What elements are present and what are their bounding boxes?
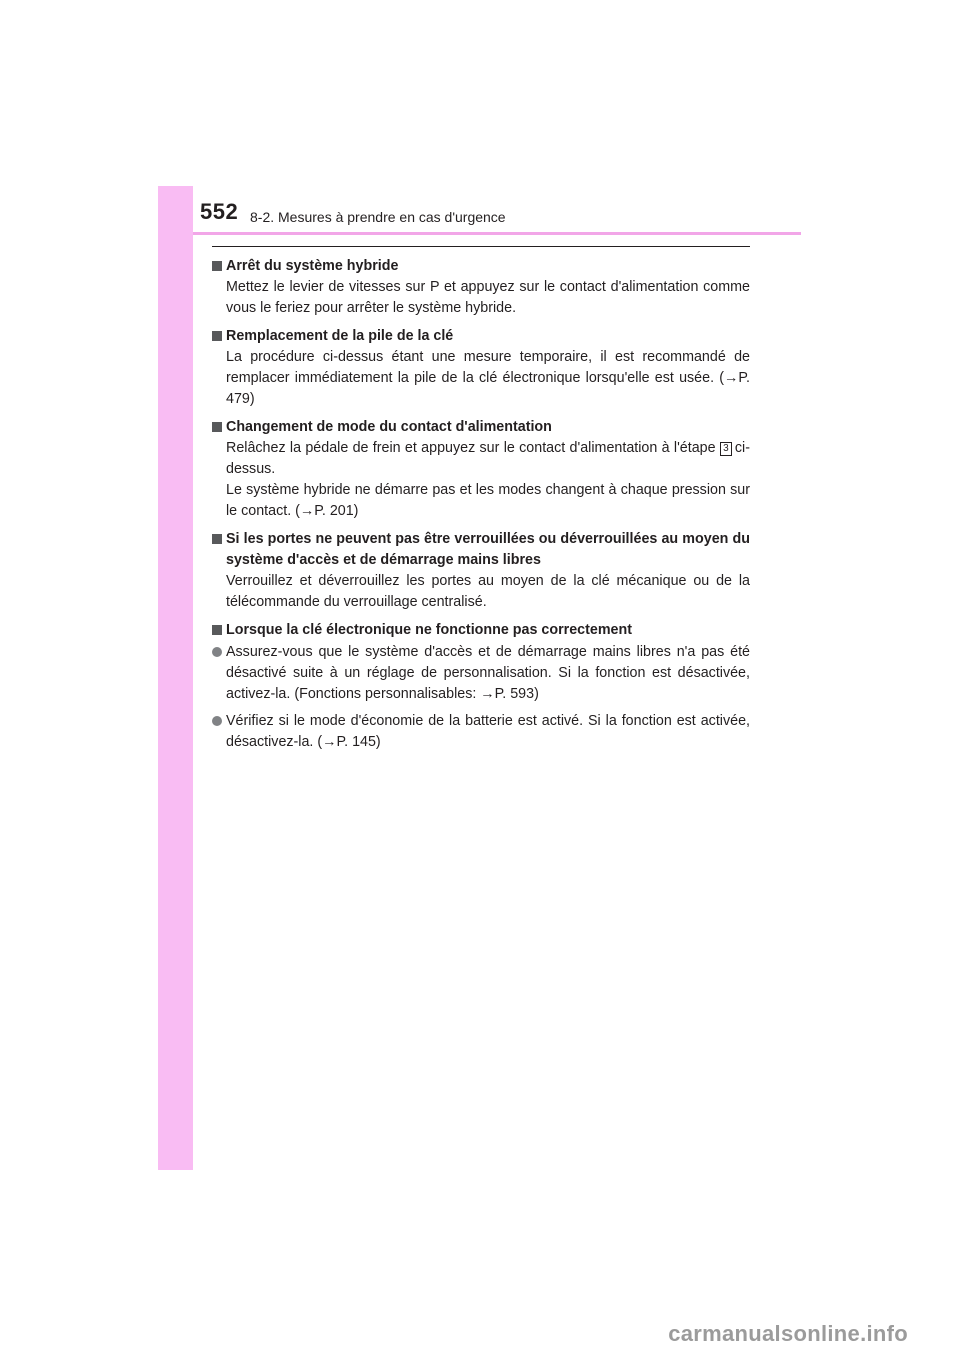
circle-bullet-icon bbox=[212, 716, 222, 726]
section-key-malfunction bbox=[212, 620, 750, 753]
square-bullet-icon bbox=[212, 534, 222, 544]
section-text: La procédure ci-dessus étant une mesure temporaire, il est recommandé de remplacer immédiatement la pile de la clé électronique lorsqu'elle est usée. (→P. 479) bbox=[226, 349, 750, 407]
section-heading: Si les portes ne peuvent pas être verrouillées ou déverrouillées au moyen du système d'accès et de démarrage mains libres bbox=[212, 529, 750, 571]
section-power-mode bbox=[212, 417, 750, 522]
watermark: carmanualsonline.info bbox=[668, 1321, 908, 1346]
square-bullet-icon bbox=[212, 625, 222, 635]
section-heading: Arrêt du système hybride bbox=[212, 256, 750, 277]
list-item: Assurez-vous que le système d'accès et de démarrage mains libres n'a pas été désactivé suite à un réglage de personnalisation. Si la fonction est désactivée, activez-la. (Fonctions personnalisables: →P. 593) bbox=[212, 642, 750, 705]
section-heading: Lorsque la clé électronique ne fonctionne pas correctement bbox=[212, 620, 750, 641]
section-text-line: Relâchez la pédale de frein et appuyez sur le contact d'alimentation à l'étape bbox=[226, 440, 716, 456]
section-title: 8-2. Mesures à prendre en cas d'urgence bbox=[250, 209, 506, 225]
section-text bbox=[212, 438, 750, 522]
section-text-line-end: ci-dessus. bbox=[226, 440, 750, 477]
page-content bbox=[212, 256, 750, 760]
circle-bullet-icon bbox=[212, 647, 222, 657]
list-item: Vérifiez si le mode d'économie de la batterie est activé. Si la fonction est activée, désactivez-la. (→P. 145) bbox=[212, 711, 750, 753]
header-rule bbox=[193, 232, 801, 235]
section-heading: Changement de mode du contact d'alimentation bbox=[212, 417, 750, 438]
square-bullet-icon bbox=[212, 261, 222, 271]
section-door-lock bbox=[212, 529, 750, 613]
side-tab-band bbox=[158, 186, 193, 1170]
square-bullet-icon bbox=[212, 331, 222, 341]
section-text: Mettez le levier de vitesses sur P et appuyez sur le contact d'alimentation comme vous le feriez pour arrêter le système hybride. bbox=[226, 279, 750, 316]
content-top-divider bbox=[212, 246, 750, 247]
section-hybrid-stop bbox=[212, 256, 750, 319]
section-heading: Remplacement de la pile de la clé bbox=[212, 326, 750, 347]
square-bullet-icon bbox=[212, 422, 222, 432]
step-number-box: 3 bbox=[720, 442, 732, 456]
section-key-battery bbox=[212, 326, 750, 410]
section-text-line: Le système hybride ne démarre pas et les modes changent à chaque pression sur le contact. (→P. 201) bbox=[226, 482, 750, 519]
page-number: 552 bbox=[200, 199, 239, 224]
section-text: Verrouillez et déverrouillez les portes au moyen de la clé mécanique ou de la télécommande du verrouillage centralisé. bbox=[226, 573, 750, 610]
